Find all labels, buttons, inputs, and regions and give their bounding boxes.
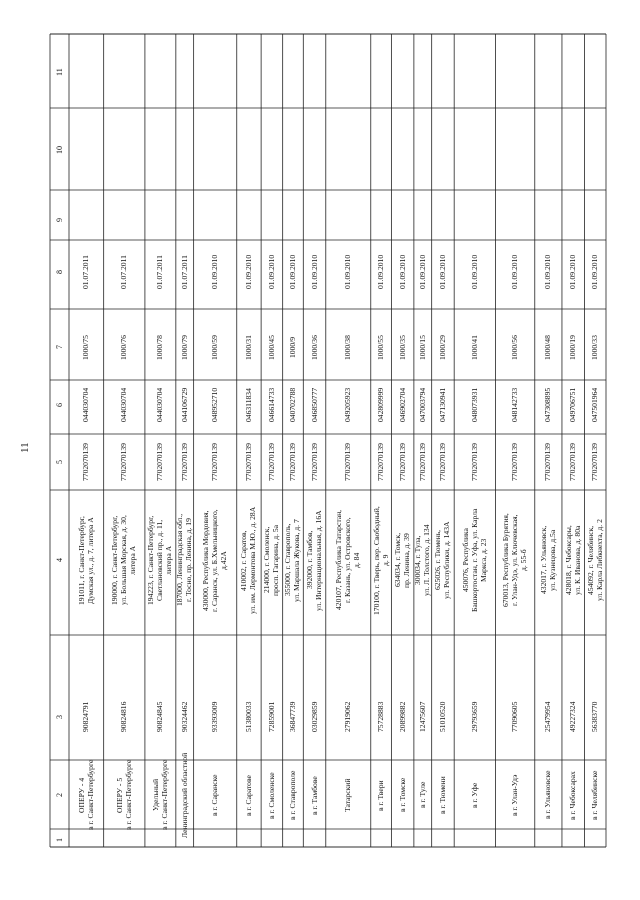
row-address-line: ул. Кузнецова, д.5а	[547, 529, 557, 591]
row-date: 01.09.2010	[568, 254, 578, 289]
row-address-line: 392000, г. Тамбов,	[305, 530, 315, 589]
header-cell-1: 1	[55, 838, 64, 842]
row-code: 03029859	[309, 701, 319, 732]
row-date: 01.09.2010	[376, 254, 386, 289]
row-bic: 7702070139	[590, 443, 600, 481]
row-okpo: 049706751	[568, 387, 578, 422]
row-bic: 7702070139	[287, 443, 297, 481]
row-address-line: 420107, Республика Татарстан,	[334, 509, 344, 610]
row-bic: 7702070139	[210, 443, 220, 481]
row-reg-number: 1000/48	[543, 334, 553, 360]
row-address-line: ул. им. Лермонтова М.Ю., д. 28А	[248, 506, 258, 614]
row-address-line: 191011, г. Санкт-Петербург,	[76, 515, 86, 605]
row-bic: 7702070139	[417, 443, 427, 481]
row-address-line: литера А	[164, 545, 174, 575]
row-code: 90824816	[119, 701, 129, 732]
row-date: 01.09.2010	[417, 254, 427, 289]
row-okpo: 048142733	[510, 387, 520, 422]
row-address-line: д. 84	[352, 552, 362, 568]
row-code: 90324462	[179, 701, 189, 732]
row-code: 51380033	[243, 701, 253, 732]
row-name: в г. Туле	[417, 781, 427, 808]
row-address-line: 625026, г. Тюмень,	[433, 529, 443, 590]
row-date: 01.09.2010	[397, 254, 407, 289]
row-code: 72859001	[266, 701, 276, 732]
row-name: в г. Санкт-Петербурге	[85, 759, 95, 830]
row-bic: 7702070139	[309, 443, 319, 481]
row-okpo: 048073931	[469, 387, 479, 422]
row-name: в г. Улан-Удэ	[510, 774, 520, 816]
row-address-line: литера А	[128, 545, 138, 575]
row-reg-number: 1000/59	[210, 334, 220, 360]
row-bic: 7702070139	[543, 443, 553, 481]
row-bic: 7702070139	[266, 443, 276, 481]
row-code: 77090605	[510, 701, 520, 732]
row-address-line: ул. Интернациональная, д. 16А	[314, 509, 324, 611]
row-date: 01.09.2010	[266, 254, 276, 289]
row-address-line: Маркса, д. 23	[478, 538, 488, 582]
header-cell-6: 6	[55, 403, 64, 407]
row-bic: 7702070139	[179, 443, 189, 481]
row-name: Ленинградский областной	[179, 752, 189, 838]
row-date: 01.09.2010	[543, 254, 553, 289]
row-address-line: г. Саранск, ул. Б.Хмельницкого,	[210, 508, 220, 612]
row-code: 49227324	[568, 701, 578, 732]
row-bic: 7702070139	[510, 443, 520, 481]
row-code: 25479954	[543, 701, 553, 732]
row-name: в г. Ульяновске	[543, 770, 553, 819]
row-bic: 7702070139	[397, 443, 407, 481]
row-reg-number: 1000/15	[417, 334, 427, 360]
row-address-line: 190000, г. Санкт-Петербург,	[110, 515, 120, 605]
row-bic: 7702070139	[469, 443, 479, 481]
row-reg-number: 1000/75	[81, 334, 91, 360]
row-address-line: 454092, г. Челябинск,	[585, 525, 595, 595]
row-date: 01.09.2010	[309, 254, 319, 289]
row-address-line: ул. Большая Морская, д. 30,	[119, 515, 129, 605]
row-okpo: 046614733	[266, 387, 276, 422]
row-bic: 7702070139	[437, 443, 447, 481]
row-reg-number: 1000/19	[568, 334, 578, 360]
row-name: ОПЕРУ - 5	[114, 777, 124, 813]
row-code: 29793659	[469, 701, 479, 732]
row-reg-number: 1000/35	[397, 334, 407, 360]
row-bic: 7702070139	[243, 443, 253, 481]
row-date: 01.09.2010	[210, 254, 220, 289]
row-address-line: пр. Ленина, д. 39	[402, 532, 412, 588]
page-number: 11	[18, 441, 31, 453]
row-date: 01.09.2010	[510, 254, 520, 289]
row-name: в г. Чебоксарах	[568, 770, 578, 820]
row-address-line: д. 9	[380, 554, 390, 566]
row-code: 27919062	[343, 701, 353, 732]
header-cell-11: 11	[55, 68, 64, 76]
row-address-line: д. 55-б	[519, 549, 529, 571]
row-name: в г. Уфе	[469, 782, 479, 808]
row-reg-number: 1000/41	[469, 334, 479, 360]
row-okpo: 046902704	[397, 387, 407, 422]
row-code: 90824791	[81, 701, 91, 732]
header-cell-8: 8	[55, 270, 64, 274]
row-bic: 7702070139	[119, 443, 129, 481]
row-date: 01.09.2010	[469, 254, 479, 289]
row-reg-number: 1000/36	[309, 334, 319, 360]
row-address-line: г. Тосно, пр. Ленина, д. 19	[184, 518, 194, 602]
row-name: Удельный	[150, 778, 160, 811]
row-okpo: 049205923	[343, 387, 353, 422]
row-name: в г. Тюмени	[437, 776, 447, 814]
row-code: 12475607	[417, 701, 427, 732]
row-code: 75728883	[376, 701, 386, 732]
row-address-line: 410002, г. Саратов,	[239, 529, 249, 591]
row-address-line: 300034, г. Тула,	[413, 535, 423, 585]
row-reg-number: 1000/56	[510, 334, 520, 360]
row-code: 20899882	[397, 701, 407, 732]
row-address-line: Думская ул., д. 7, литера А	[85, 516, 95, 604]
row-okpo: 046850777	[309, 387, 319, 422]
row-reg-number: 1000/29	[437, 334, 447, 360]
row-address-line: ул. К. Иванова, д. 80а	[572, 525, 582, 595]
row-reg-number: 1000/78	[155, 334, 165, 360]
row-reg-number: 1000/45	[266, 334, 276, 360]
row-okpo: 047308895	[543, 387, 553, 422]
row-name: ОПЕРУ - 4	[76, 777, 86, 813]
header-cell-3: 3	[55, 715, 64, 719]
row-address-line: Башкортостан, г. Уфа, ул. Карла	[469, 508, 479, 612]
row-address-line: 432017, г. Ульяновск,	[538, 525, 548, 594]
header-cell-7: 7	[55, 345, 64, 349]
row-name: в г. Ставрополе	[287, 770, 297, 820]
row-address-line: 450076, Республика	[460, 528, 470, 592]
row-date: 01.09.2010	[287, 254, 297, 289]
row-name: в г. Тамбове	[309, 775, 319, 815]
row-address-line: 194223, г. Санкт-Петербург,	[146, 515, 156, 605]
row-address-line: ул. Л. Толстого, д. 134	[422, 524, 432, 596]
row-address-line: г. Казань, ул. Островского,	[343, 517, 353, 603]
row-date: 01.09.2010	[590, 254, 600, 289]
row-address-line: 214000, г. Смоленск,	[262, 526, 272, 593]
row-name: в г. Твери	[376, 779, 386, 811]
row-okpo: 048952710	[210, 387, 220, 422]
row-name: в г. Саратове	[243, 774, 253, 816]
header-cell-9: 9	[55, 218, 64, 222]
row-okpo: 047130941	[437, 387, 447, 422]
row-okpo: 042809999	[376, 387, 386, 422]
row-code: 93393009	[210, 701, 220, 732]
row-bic: 7702070139	[155, 443, 165, 481]
row-reg-number: 1000/38	[343, 334, 353, 360]
row-okpo: 044030704	[81, 387, 91, 422]
row-reg-number: 1000/76	[119, 334, 129, 360]
row-address-line: 670013, Республика Бурятия,	[501, 513, 511, 607]
row-date: 01.07.2011	[81, 255, 91, 289]
row-okpo: 044030704	[119, 387, 129, 422]
row-name: в г. Томске	[397, 777, 407, 812]
row-address-line: просп. Гагарина, д. 5а	[271, 524, 281, 596]
row-bic: 7702070139	[81, 443, 91, 481]
header-cell-5: 5	[55, 460, 64, 464]
row-okpo: 047501964	[590, 387, 600, 422]
row-name: в г. Санкт-Петербурге	[159, 759, 169, 830]
row-date: 01.07.2011	[119, 255, 129, 289]
row-reg-number: 1000/31	[243, 334, 253, 360]
row-date: 01.09.2010	[343, 254, 353, 289]
row-address-line: Светлановский пр., д. 11,	[155, 519, 165, 601]
header-cell-4: 4	[55, 558, 64, 562]
row-okpo: 040702788	[287, 387, 297, 422]
row-code: 36847739	[287, 701, 297, 732]
row-date: 01.09.2010	[437, 254, 447, 289]
row-address-line: 187000, Ленинградская обл.,	[175, 513, 185, 606]
row-bic: 7702070139	[376, 443, 386, 481]
row-name: в г. Челябинске	[590, 770, 600, 820]
row-okpo: 046311834	[243, 388, 253, 422]
row-name: в г. Санкт-Петербурге	[123, 759, 133, 830]
row-address-line: г. Улан-Удэ, ул. Ключевская,	[510, 514, 520, 606]
row-address-line: 355000, г. Ставрополь,	[283, 523, 293, 596]
header-cell-2: 2	[55, 793, 64, 797]
row-address-line: 634034, г. Томск,	[393, 532, 403, 587]
row-name: в г. Смоленске	[266, 771, 276, 819]
row-name: в г. Саранске	[210, 774, 220, 816]
row-address-line: ул. Маршала Жукова, д. 7	[292, 518, 302, 602]
row-address-line: 430000, Республика Мордовия,	[201, 509, 211, 611]
row-reg-number: 1000/9	[287, 336, 297, 358]
row-name: Татарский	[343, 778, 353, 812]
row-address-line: ул. Республики, д. 143А	[442, 521, 452, 599]
row-address-line: 428018, г. Чебоксары,	[563, 525, 573, 595]
row-address-line: 170100, г. Тверь, пер. Свободный,	[371, 505, 381, 615]
row-okpo: 047003794	[417, 387, 427, 422]
row-date: 01.07.2011	[155, 255, 165, 289]
row-bic: 7702070139	[343, 443, 353, 481]
row-reg-number: 1000/55	[376, 334, 386, 360]
row-reg-number: 1000/33	[590, 334, 600, 360]
row-code: 56383770	[590, 701, 600, 732]
row-address-line: д.42А	[219, 550, 229, 570]
header-cell-10: 10	[55, 146, 64, 154]
row-okpo: 044030704	[155, 387, 165, 422]
row-date: 01.07.2011	[179, 255, 189, 289]
row-code: 90824845	[155, 701, 165, 732]
row-date: 01.09.2010	[243, 254, 253, 289]
row-address-line: ул. Карла Либкнехта, д. 2	[594, 519, 604, 601]
row-reg-number: 1000/79	[179, 334, 189, 360]
row-bic: 7702070139	[568, 443, 578, 481]
row-okpo: 044106729	[179, 387, 189, 422]
row-code: 51010520	[437, 701, 447, 732]
